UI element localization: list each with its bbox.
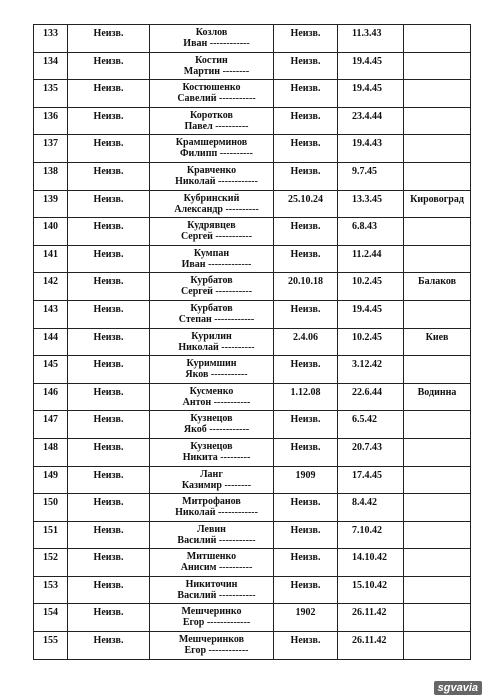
death-date-cell: 13.3.45 (338, 190, 404, 218)
death-date-cell: 15.10.42 (338, 576, 404, 604)
rank-cell: Неизв. (68, 300, 150, 328)
row-number: 134 (34, 52, 68, 80)
rank-cell: Неизв. (68, 549, 150, 577)
death-date-cell: 19.4.43 (338, 135, 404, 163)
death-date-cell: 26.11.42 (338, 604, 404, 632)
birth-date-cell: Неизв. (274, 549, 338, 577)
row-number: 153 (34, 576, 68, 604)
table-row (34, 190, 471, 218)
surname: Куримшин (186, 358, 237, 370)
birthplace-cell (404, 576, 471, 604)
death-date-cell: 7.10.42 (338, 521, 404, 549)
birth-date-cell: Неизв. (274, 494, 338, 522)
birthplace-cell (404, 300, 471, 328)
birthplace-cell (404, 356, 471, 384)
table-row (34, 273, 471, 301)
row-number: 136 (34, 107, 68, 135)
rank-cell: Неизв. (68, 245, 150, 273)
death-date-cell: 6.8.43 (338, 218, 404, 246)
name-cell (150, 632, 274, 660)
birth-date-cell: Неизв. (274, 245, 338, 273)
death-date-cell: 14.10.42 (338, 549, 404, 577)
name-cell (150, 604, 274, 632)
table-row (34, 576, 471, 604)
given-name: Егор ------------ (184, 645, 249, 657)
row-number: 150 (34, 494, 68, 522)
row-number: 143 (34, 300, 68, 328)
given-name: Иван ------------ (183, 38, 250, 49)
given-name: Савелий ----------- (177, 93, 256, 105)
rank-cell: Неизв. (68, 466, 150, 494)
birth-date-cell: 1909 (274, 466, 338, 494)
surname: Козлов (195, 27, 228, 38)
row-number: 138 (34, 162, 68, 190)
rank-cell: Неизв. (68, 273, 150, 301)
surname: Коротков (190, 109, 233, 121)
surname: Кравченко (186, 164, 237, 176)
name-cell (150, 80, 274, 108)
surname: Кумпан (193, 247, 230, 259)
name-cell (150, 245, 274, 273)
row-number: 142 (34, 273, 68, 301)
surname: Кузнецов (190, 413, 233, 425)
birthplace-cell (404, 521, 471, 549)
name-cell (150, 466, 274, 494)
table-row (34, 80, 471, 108)
table-row (34, 549, 471, 577)
table-row (34, 383, 471, 411)
given-name: Мартин -------- (183, 65, 250, 77)
given-name: Антон ----------- (182, 396, 251, 408)
surname: Кубринский (183, 192, 240, 204)
birth-date-cell: Неизв. (274, 52, 338, 80)
surname: Ланг (200, 468, 223, 480)
birthplace-cell (404, 52, 471, 80)
death-date-cell: 11.2.44 (338, 245, 404, 273)
burial-roll-table (33, 24, 471, 660)
table-row (34, 438, 471, 466)
death-date-cell: 10.2.45 (338, 273, 404, 301)
birthplace-cell (404, 162, 471, 190)
given-name: Василий ----------- (177, 589, 256, 601)
row-number: 140 (34, 218, 68, 246)
birthplace-cell: Кировоград (404, 190, 471, 218)
row-number: 144 (34, 328, 68, 356)
table-row (34, 521, 471, 549)
birthplace-cell (404, 80, 471, 108)
row-number: 147 (34, 411, 68, 439)
rank-cell: Неизв. (68, 107, 150, 135)
surname: Костюшенко (182, 82, 241, 94)
birthplace-cell: Балаков (404, 273, 471, 301)
birth-date-cell: Неизв. (274, 438, 338, 466)
rank-cell: Неизв. (68, 80, 150, 108)
given-name: Филипп ---------- (179, 148, 254, 160)
death-date-cell: 9.7.45 (338, 162, 404, 190)
table-row (34, 604, 471, 632)
given-name: Николай ------------ (175, 175, 258, 187)
birthplace-cell (404, 604, 471, 632)
surname: Мешчеринков (178, 634, 245, 646)
rank-cell: Неизв. (68, 356, 150, 384)
surname: Митшенко (186, 551, 237, 563)
birth-date-cell: Неизв. (274, 632, 338, 660)
row-number: 152 (34, 549, 68, 577)
given-name: Якоб ------------ (183, 424, 250, 436)
name-cell (150, 107, 274, 135)
surname: Никиточин (185, 578, 238, 590)
death-date-cell: 11.3.43 (338, 25, 404, 53)
name-cell (150, 494, 274, 522)
row-number: 151 (34, 521, 68, 549)
row-number: 146 (34, 383, 68, 411)
rank-cell: Неизв. (68, 190, 150, 218)
birth-date-cell: Неизв. (274, 576, 338, 604)
name-cell (150, 438, 274, 466)
rank-cell: Неизв. (68, 438, 150, 466)
name-cell (150, 328, 274, 356)
table-row (34, 52, 471, 80)
given-name: Никита --------- (182, 451, 251, 463)
rank-cell: Неизв. (68, 328, 150, 356)
given-name: Александр ---------- (174, 203, 259, 215)
given-name: Егор ------------- (182, 617, 251, 629)
death-date-cell: 8.4.42 (338, 494, 404, 522)
rank-cell: Неизв. (68, 52, 150, 80)
row-number: 137 (34, 135, 68, 163)
given-name: Яков ----------- (185, 369, 248, 381)
birthplace-cell (404, 438, 471, 466)
birth-date-cell: Неизв. (274, 356, 338, 384)
rank-cell: Неизв. (68, 135, 150, 163)
name-cell (150, 521, 274, 549)
birth-date-cell: 1902 (274, 604, 338, 632)
birthplace-cell (404, 466, 471, 494)
name-cell (150, 190, 274, 218)
table-row (34, 107, 471, 135)
birthplace-cell (404, 107, 471, 135)
table-row (34, 300, 471, 328)
table-row (34, 218, 471, 246)
birth-date-cell: Неизв. (274, 80, 338, 108)
rank-cell: Неизв. (68, 604, 150, 632)
given-name: Анисим ---------- (180, 562, 253, 574)
given-name: Василий ----------- (177, 534, 256, 546)
rank-cell: Неизв. (68, 162, 150, 190)
row-number: 135 (34, 80, 68, 108)
row-number: 148 (34, 438, 68, 466)
row-number: 145 (34, 356, 68, 384)
birthplace-cell (404, 411, 471, 439)
table-row (34, 162, 471, 190)
table-row (34, 245, 471, 273)
birthplace-cell (404, 549, 471, 577)
death-date-cell: 17.4.45 (338, 466, 404, 494)
birth-date-cell: Неизв. (274, 25, 338, 53)
birth-date-cell: 20.10.18 (274, 273, 338, 301)
row-number: 154 (34, 604, 68, 632)
death-date-cell: 19.4.45 (338, 52, 404, 80)
rank-cell: Неизв. (68, 576, 150, 604)
surname: Мешчеринко (181, 606, 242, 618)
table-row (34, 632, 471, 660)
given-name: Сергей ----------- (180, 231, 253, 243)
rank-cell: Неизв. (68, 25, 150, 53)
row-number: 139 (34, 190, 68, 218)
birth-date-cell: Неизв. (274, 162, 338, 190)
table-body (34, 25, 471, 660)
name-cell (150, 273, 274, 301)
table-row (34, 328, 471, 356)
name-cell (150, 162, 274, 190)
birthplace-cell (404, 25, 471, 53)
birth-date-cell: Неизв. (274, 300, 338, 328)
rank-cell: Неизв. (68, 521, 150, 549)
death-date-cell: 26.11.42 (338, 632, 404, 660)
rank-cell: Неизв. (68, 632, 150, 660)
birthplace-cell (404, 494, 471, 522)
death-date-cell: 20.7.43 (338, 438, 404, 466)
death-date-cell: 6.5.42 (338, 411, 404, 439)
birth-date-cell: Неизв. (274, 521, 338, 549)
birth-date-cell: 1.12.08 (274, 383, 338, 411)
given-name: Степан ------------ (178, 313, 255, 325)
birth-date-cell: 2.4.06 (274, 328, 338, 356)
row-number: 133 (34, 25, 68, 53)
name-cell (150, 25, 274, 53)
birthplace-cell (404, 135, 471, 163)
death-date-cell: 22.6.44 (338, 383, 404, 411)
name-cell (150, 411, 274, 439)
name-cell (150, 383, 274, 411)
given-name: Николай ---------- (178, 341, 255, 353)
name-cell (150, 300, 274, 328)
given-name: Иван ------------- (181, 258, 252, 270)
death-date-cell: 23.4.44 (338, 107, 404, 135)
death-date-cell: 10.2.45 (338, 328, 404, 356)
table-row (34, 135, 471, 163)
birth-date-cell: 25.10.24 (274, 190, 338, 218)
table-row (34, 466, 471, 494)
surname: Кузнецов (190, 440, 233, 452)
birth-date-cell: Неизв. (274, 135, 338, 163)
name-cell (150, 52, 274, 80)
name-cell (150, 218, 274, 246)
name-cell (150, 356, 274, 384)
name-cell (150, 576, 274, 604)
given-name: Павел ---------- (184, 120, 249, 132)
surname: Курилин (191, 330, 232, 342)
surname: Крамшерминов (175, 137, 248, 149)
given-name: Николай ------------ (175, 507, 258, 519)
birth-date-cell: Неизв. (274, 218, 338, 246)
surname: Курбатов (190, 302, 233, 314)
rank-cell: Неизв. (68, 411, 150, 439)
table-row (34, 356, 471, 384)
surname: Кудрявцев (187, 220, 236, 232)
birth-date-cell: Неизв. (274, 107, 338, 135)
name-cell (150, 549, 274, 577)
name-cell (150, 135, 274, 163)
birthplace-cell (404, 632, 471, 660)
birth-date-cell: Неизв. (274, 411, 338, 439)
birthplace-cell (404, 218, 471, 246)
given-name: Казимир -------- (181, 479, 252, 491)
given-name: Сергей ----------- (180, 286, 253, 298)
row-number: 141 (34, 245, 68, 273)
death-date-cell: 3.12.42 (338, 356, 404, 384)
birthplace-cell (404, 245, 471, 273)
birthplace-cell: Киев (404, 328, 471, 356)
death-date-cell: 19.4.45 (338, 80, 404, 108)
surname: Левин (197, 523, 226, 535)
watermark: sgvavia (434, 681, 482, 695)
surname: Курбатов (190, 275, 233, 287)
table-row (34, 411, 471, 439)
rank-cell: Неизв. (68, 218, 150, 246)
surname: Костин (195, 54, 228, 66)
row-number: 149 (34, 466, 68, 494)
row-number: 155 (34, 632, 68, 660)
surname: Митрофанов (182, 496, 241, 508)
rank-cell: Неизв. (68, 494, 150, 522)
birthplace-cell: Водинна (404, 383, 471, 411)
table-row (34, 25, 471, 53)
death-date-cell: 19.4.45 (338, 300, 404, 328)
table-row (34, 494, 471, 522)
rank-cell: Неизв. (68, 383, 150, 411)
surname: Кусменко (189, 385, 234, 397)
